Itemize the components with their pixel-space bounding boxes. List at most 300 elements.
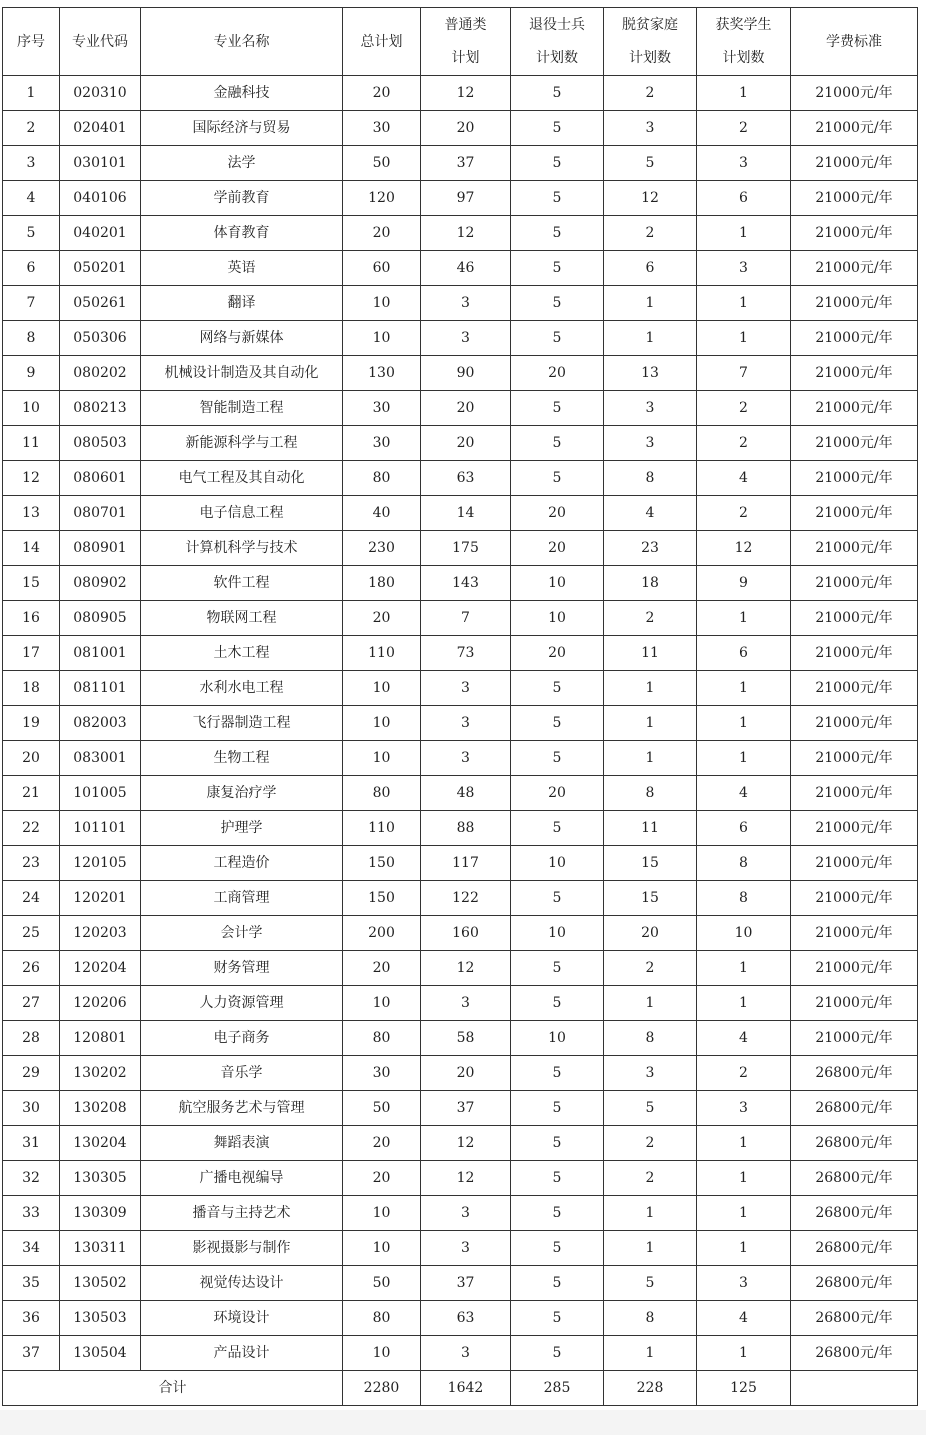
cell-total: 30: [343, 1056, 421, 1091]
cell-poverty: 1: [604, 1196, 697, 1231]
cell-tuition: 21000元/年: [791, 356, 918, 391]
cell-veteran: 5: [511, 1266, 604, 1301]
table-row: [3, 251, 918, 286]
cell-veteran: 5: [511, 1091, 604, 1126]
cell-poverty: 2: [604, 951, 697, 986]
cell-code: 050306: [60, 321, 141, 356]
cell-name: 电子商务: [141, 1021, 343, 1056]
cell-award: 8: [697, 846, 791, 881]
cell-tuition: 21000元/年: [791, 706, 918, 741]
cell-index: 15: [3, 566, 60, 601]
table-header-row: [3, 8, 918, 76]
cell-tuition: 21000元/年: [791, 461, 918, 496]
cell-code: 080902: [60, 566, 141, 601]
header-general: [421, 8, 511, 76]
cell-code: 120801: [60, 1021, 141, 1056]
cell-award: 3: [697, 1091, 791, 1126]
cell-total: 30: [343, 426, 421, 461]
cell-veteran: 5: [511, 951, 604, 986]
cell-tuition: 21000元/年: [791, 426, 918, 461]
cell-general: 37: [421, 1091, 511, 1126]
cell-poverty: 6: [604, 251, 697, 286]
cell-general: 12: [421, 951, 511, 986]
table-row: [3, 1021, 918, 1056]
cell-tuition: 21000元/年: [791, 811, 918, 846]
cell-tuition: 21000元/年: [791, 846, 918, 881]
cell-general: 37: [421, 1266, 511, 1301]
cell-award: 1: [697, 1161, 791, 1196]
cell-poverty: 20: [604, 916, 697, 951]
cell-index: 26: [3, 951, 60, 986]
cell-total: 20: [343, 601, 421, 636]
cell-total: 20: [343, 1161, 421, 1196]
cell-index: 37: [3, 1336, 60, 1371]
cell-code: 130208: [60, 1091, 141, 1126]
cell-total: 110: [343, 811, 421, 846]
cell-code: 130504: [60, 1336, 141, 1371]
table-row: [3, 1056, 918, 1091]
cell-general: 88: [421, 811, 511, 846]
cell-index: 30: [3, 1091, 60, 1126]
cell-tuition: 21000元/年: [791, 251, 918, 286]
header-total: 总计划: [343, 8, 421, 76]
cell-total: 130: [343, 356, 421, 391]
cell-index: 23: [3, 846, 60, 881]
cell-poverty: 23: [604, 531, 697, 566]
cell-index: 1: [3, 76, 60, 111]
cell-total: 40: [343, 496, 421, 531]
cell-general: 143: [421, 566, 511, 601]
cell-tuition: 26800元/年: [791, 1196, 918, 1231]
cell-poverty: 2: [604, 1161, 697, 1196]
cell-index: 14: [3, 531, 60, 566]
cell-veteran: 5: [511, 251, 604, 286]
cell-tuition: 26800元/年: [791, 1266, 918, 1301]
cell-poverty: 4: [604, 496, 697, 531]
cell-general: 160: [421, 916, 511, 951]
cell-poverty: 5: [604, 1091, 697, 1126]
cell-code: 120204: [60, 951, 141, 986]
cell-total: 10: [343, 321, 421, 356]
cell-name: 播音与主持艺术: [141, 1196, 343, 1231]
table-row: [3, 741, 918, 776]
cell-veteran: 5: [511, 111, 604, 146]
cell-code: 083001: [60, 741, 141, 776]
page-background-band: [0, 1410, 926, 1435]
table-row: [3, 1196, 918, 1231]
cell-award: 6: [697, 181, 791, 216]
cell-code: 081001: [60, 636, 141, 671]
table-row: [3, 881, 918, 916]
cell-general: 122: [421, 881, 511, 916]
cell-veteran: 10: [511, 566, 604, 601]
cell-tuition: 21000元/年: [791, 391, 918, 426]
cell-poverty: 8: [604, 776, 697, 811]
cell-poverty: 1: [604, 321, 697, 356]
header-index: 序号: [3, 8, 60, 76]
cell-name: 新能源科学与工程: [141, 426, 343, 461]
cell-award: 1: [697, 951, 791, 986]
table-row: [3, 601, 918, 636]
header-poverty-line2: 计划数: [629, 49, 671, 66]
cell-veteran: 5: [511, 1196, 604, 1231]
table-row: [3, 986, 918, 1021]
table-row: [3, 1336, 918, 1371]
cell-index: 10: [3, 391, 60, 426]
cell-total: 80: [343, 1301, 421, 1336]
header-award-line2: 计划数: [722, 49, 765, 66]
cell-total: 50: [343, 1266, 421, 1301]
cell-name: 环境设计: [141, 1301, 343, 1336]
footer-award: 125: [697, 1371, 791, 1406]
cell-name: 金融科技: [141, 76, 343, 111]
cell-veteran: 5: [511, 286, 604, 321]
cell-award: 7: [697, 356, 791, 391]
cell-code: 120201: [60, 881, 141, 916]
cell-award: 6: [697, 636, 791, 671]
cell-total: 10: [343, 1336, 421, 1371]
cell-general: 20: [421, 426, 511, 461]
table-row: [3, 951, 918, 986]
cell-code: 130305: [60, 1161, 141, 1196]
cell-veteran: 5: [511, 1126, 604, 1161]
cell-index: 34: [3, 1231, 60, 1266]
cell-name: 法学: [141, 146, 343, 181]
cell-poverty: 8: [604, 461, 697, 496]
table-row: [3, 636, 918, 671]
cell-tuition: 21000元/年: [791, 216, 918, 251]
cell-index: 6: [3, 251, 60, 286]
cell-poverty: 2: [604, 76, 697, 111]
cell-tuition: 21000元/年: [791, 601, 918, 636]
cell-veteran: 5: [511, 1231, 604, 1266]
cell-tuition: 21000元/年: [791, 1021, 918, 1056]
cell-code: 040106: [60, 181, 141, 216]
cell-index: 24: [3, 881, 60, 916]
cell-poverty: 12: [604, 181, 697, 216]
cell-index: 36: [3, 1301, 60, 1336]
cell-index: 27: [3, 986, 60, 1021]
cell-name: 护理学: [141, 811, 343, 846]
cell-total: 80: [343, 776, 421, 811]
cell-tuition: 21000元/年: [791, 951, 918, 986]
table-row: [3, 671, 918, 706]
cell-index: 8: [3, 321, 60, 356]
cell-general: 20: [421, 1056, 511, 1091]
cell-general: 3: [421, 1231, 511, 1266]
cell-poverty: 13: [604, 356, 697, 391]
cell-name: 物联网工程: [141, 601, 343, 636]
cell-code: 130502: [60, 1266, 141, 1301]
cell-total: 110: [343, 636, 421, 671]
cell-index: 4: [3, 181, 60, 216]
table-row: [3, 1266, 918, 1301]
header-tuition: 学费标准: [791, 8, 918, 76]
cell-poverty: 1: [604, 706, 697, 741]
cell-total: 230: [343, 531, 421, 566]
cell-award: 2: [697, 1056, 791, 1091]
cell-name: 智能制造工程: [141, 391, 343, 426]
cell-name: 计算机科学与技术: [141, 531, 343, 566]
cell-general: 3: [421, 286, 511, 321]
cell-general: 3: [421, 1196, 511, 1231]
cell-general: 7: [421, 601, 511, 636]
footer-total: 2280: [343, 1371, 421, 1406]
cell-poverty: 3: [604, 391, 697, 426]
cell-award: 1: [697, 76, 791, 111]
cell-general: 37: [421, 146, 511, 181]
cell-name: 电子信息工程: [141, 496, 343, 531]
cell-veteran: 20: [511, 531, 604, 566]
cell-general: 12: [421, 216, 511, 251]
cell-general: 63: [421, 461, 511, 496]
cell-award: 1: [697, 986, 791, 1021]
cell-general: 3: [421, 706, 511, 741]
cell-award: 4: [697, 461, 791, 496]
table-body: [3, 76, 918, 1371]
cell-index: 17: [3, 636, 60, 671]
cell-award: 10: [697, 916, 791, 951]
header-veteran-line2: 计划数: [536, 49, 578, 66]
cell-tuition: 21000元/年: [791, 111, 918, 146]
cell-veteran: 20: [511, 776, 604, 811]
cell-award: 1: [697, 741, 791, 776]
cell-code: 080601: [60, 461, 141, 496]
cell-tuition: 21000元/年: [791, 916, 918, 951]
cell-name: 电气工程及其自动化: [141, 461, 343, 496]
cell-general: 63: [421, 1301, 511, 1336]
cell-poverty: 8: [604, 1021, 697, 1056]
cell-index: 18: [3, 671, 60, 706]
cell-index: 3: [3, 146, 60, 181]
cell-total: 50: [343, 146, 421, 181]
cell-tuition: 26800元/年: [791, 1126, 918, 1161]
cell-poverty: 5: [604, 1266, 697, 1301]
cell-index: 31: [3, 1126, 60, 1161]
cell-total: 10: [343, 986, 421, 1021]
cell-index: 7: [3, 286, 60, 321]
cell-general: 117: [421, 846, 511, 881]
cell-poverty: 1: [604, 1336, 697, 1371]
table-row: [3, 916, 918, 951]
cell-award: 1: [697, 286, 791, 321]
cell-general: 20: [421, 391, 511, 426]
cell-general: 58: [421, 1021, 511, 1056]
cell-name: 工程造价: [141, 846, 343, 881]
cell-name: 飞行器制造工程: [141, 706, 343, 741]
cell-veteran: 5: [511, 321, 604, 356]
cell-veteran: 5: [511, 181, 604, 216]
cell-general: 3: [421, 321, 511, 356]
cell-tuition: 21000元/年: [791, 566, 918, 601]
header-poverty-line1: 脱贫家庭: [622, 16, 678, 33]
cell-code: 120105: [60, 846, 141, 881]
cell-index: 25: [3, 916, 60, 951]
cell-poverty: 3: [604, 1056, 697, 1091]
cell-name: 航空服务艺术与管理: [141, 1091, 343, 1126]
cell-code: 101101: [60, 811, 141, 846]
cell-total: 20: [343, 76, 421, 111]
cell-code: 050201: [60, 251, 141, 286]
cell-award: 6: [697, 811, 791, 846]
cell-name: 水利水电工程: [141, 671, 343, 706]
cell-code: 080213: [60, 391, 141, 426]
cell-poverty: 1: [604, 741, 697, 776]
cell-award: 1: [697, 1196, 791, 1231]
cell-poverty: 2: [604, 1126, 697, 1161]
cell-award: 1: [697, 1126, 791, 1161]
cell-code: 130202: [60, 1056, 141, 1091]
table-row: [3, 1231, 918, 1266]
cell-total: 10: [343, 1196, 421, 1231]
table-row: [3, 706, 918, 741]
cell-name: 视觉传达设计: [141, 1266, 343, 1301]
cell-code: 020310: [60, 76, 141, 111]
cell-name: 舞蹈表演: [141, 1126, 343, 1161]
cell-poverty: 5: [604, 146, 697, 181]
header-award: [697, 8, 791, 76]
cell-name: 生物工程: [141, 741, 343, 776]
cell-name: 机械设计制造及其自动化: [141, 356, 343, 391]
cell-total: 150: [343, 846, 421, 881]
cell-name: 土木工程: [141, 636, 343, 671]
cell-veteran: 20: [511, 496, 604, 531]
table-row: [3, 216, 918, 251]
cell-veteran: 5: [511, 1336, 604, 1371]
cell-total: 20: [343, 1126, 421, 1161]
cell-code: 120203: [60, 916, 141, 951]
cell-tuition: 21000元/年: [791, 986, 918, 1021]
cell-index: 12: [3, 461, 60, 496]
cell-veteran: 5: [511, 216, 604, 251]
cell-code: 082003: [60, 706, 141, 741]
cell-total: 180: [343, 566, 421, 601]
cell-award: 1: [697, 216, 791, 251]
cell-index: 35: [3, 1266, 60, 1301]
cell-name: 财务管理: [141, 951, 343, 986]
cell-tuition: 21000元/年: [791, 741, 918, 776]
cell-award: 1: [697, 1336, 791, 1371]
cell-index: 5: [3, 216, 60, 251]
table-row: [3, 1161, 918, 1196]
cell-tuition: 26800元/年: [791, 1091, 918, 1126]
cell-poverty: 15: [604, 846, 697, 881]
cell-total: 200: [343, 916, 421, 951]
cell-veteran: 5: [511, 1161, 604, 1196]
cell-poverty: 11: [604, 811, 697, 846]
cell-veteran: 5: [511, 741, 604, 776]
cell-award: 4: [697, 1301, 791, 1336]
cell-tuition: 21000元/年: [791, 881, 918, 916]
cell-index: 28: [3, 1021, 60, 1056]
cell-name: 广播电视编导: [141, 1161, 343, 1196]
cell-name: 体育教育: [141, 216, 343, 251]
cell-index: 21: [3, 776, 60, 811]
cell-tuition: 21000元/年: [791, 146, 918, 181]
cell-veteran: 10: [511, 846, 604, 881]
cell-index: 16: [3, 601, 60, 636]
cell-code: 050261: [60, 286, 141, 321]
cell-tuition: 21000元/年: [791, 496, 918, 531]
cell-code: 130309: [60, 1196, 141, 1231]
header-award-line1: 获奖学生: [715, 16, 772, 33]
cell-tuition: 21000元/年: [791, 531, 918, 566]
cell-award: 1: [697, 1231, 791, 1266]
cell-total: 80: [343, 1021, 421, 1056]
cell-award: 2: [697, 111, 791, 146]
enrollment-plan-table: [2, 7, 918, 1406]
cell-index: 13: [3, 496, 60, 531]
cell-poverty: 8: [604, 1301, 697, 1336]
cell-total: 10: [343, 286, 421, 321]
table-row: [3, 776, 918, 811]
cell-code: 120206: [60, 986, 141, 1021]
cell-index: 32: [3, 1161, 60, 1196]
table-row: [3, 1126, 918, 1161]
cell-total: 10: [343, 741, 421, 776]
cell-veteran: 5: [511, 706, 604, 741]
header-code: 专业代码: [60, 8, 141, 76]
cell-code: 080701: [60, 496, 141, 531]
table-row: [3, 461, 918, 496]
footer-label: 合计: [3, 1371, 343, 1406]
cell-general: 14: [421, 496, 511, 531]
cell-general: 12: [421, 76, 511, 111]
cell-index: 20: [3, 741, 60, 776]
cell-total: 50: [343, 1091, 421, 1126]
cell-total: 30: [343, 391, 421, 426]
cell-general: 3: [421, 986, 511, 1021]
cell-name: 国际经济与贸易: [141, 111, 343, 146]
table-row: [3, 566, 918, 601]
cell-tuition: 21000元/年: [791, 76, 918, 111]
cell-veteran: 5: [511, 1056, 604, 1091]
cell-code: 080503: [60, 426, 141, 461]
cell-name: 音乐学: [141, 1056, 343, 1091]
cell-veteran: 5: [511, 76, 604, 111]
cell-tuition: 26800元/年: [791, 1231, 918, 1266]
cell-veteran: 10: [511, 916, 604, 951]
table-row: [3, 321, 918, 356]
cell-code: 040201: [60, 216, 141, 251]
cell-name: 学前教育: [141, 181, 343, 216]
cell-total: 10: [343, 706, 421, 741]
cell-code: 080905: [60, 601, 141, 636]
cell-veteran: 5: [511, 811, 604, 846]
cell-index: 33: [3, 1196, 60, 1231]
header-veteran: [511, 8, 604, 76]
cell-total: 150: [343, 881, 421, 916]
cell-index: 19: [3, 706, 60, 741]
cell-poverty: 3: [604, 426, 697, 461]
cell-code: 020401: [60, 111, 141, 146]
cell-name: 翻译: [141, 286, 343, 321]
cell-general: 46: [421, 251, 511, 286]
header-veteran-line1: 退役士兵: [529, 16, 585, 33]
cell-poverty: 2: [604, 216, 697, 251]
cell-total: 20: [343, 951, 421, 986]
cell-total: 10: [343, 671, 421, 706]
cell-code: 080202: [60, 356, 141, 391]
table-row: [3, 356, 918, 391]
cell-code: 130503: [60, 1301, 141, 1336]
cell-index: 9: [3, 356, 60, 391]
cell-poverty: 1: [604, 286, 697, 321]
cell-veteran: 5: [511, 671, 604, 706]
cell-tuition: 21000元/年: [791, 286, 918, 321]
cell-veteran: 5: [511, 146, 604, 181]
cell-name: 工商管理: [141, 881, 343, 916]
